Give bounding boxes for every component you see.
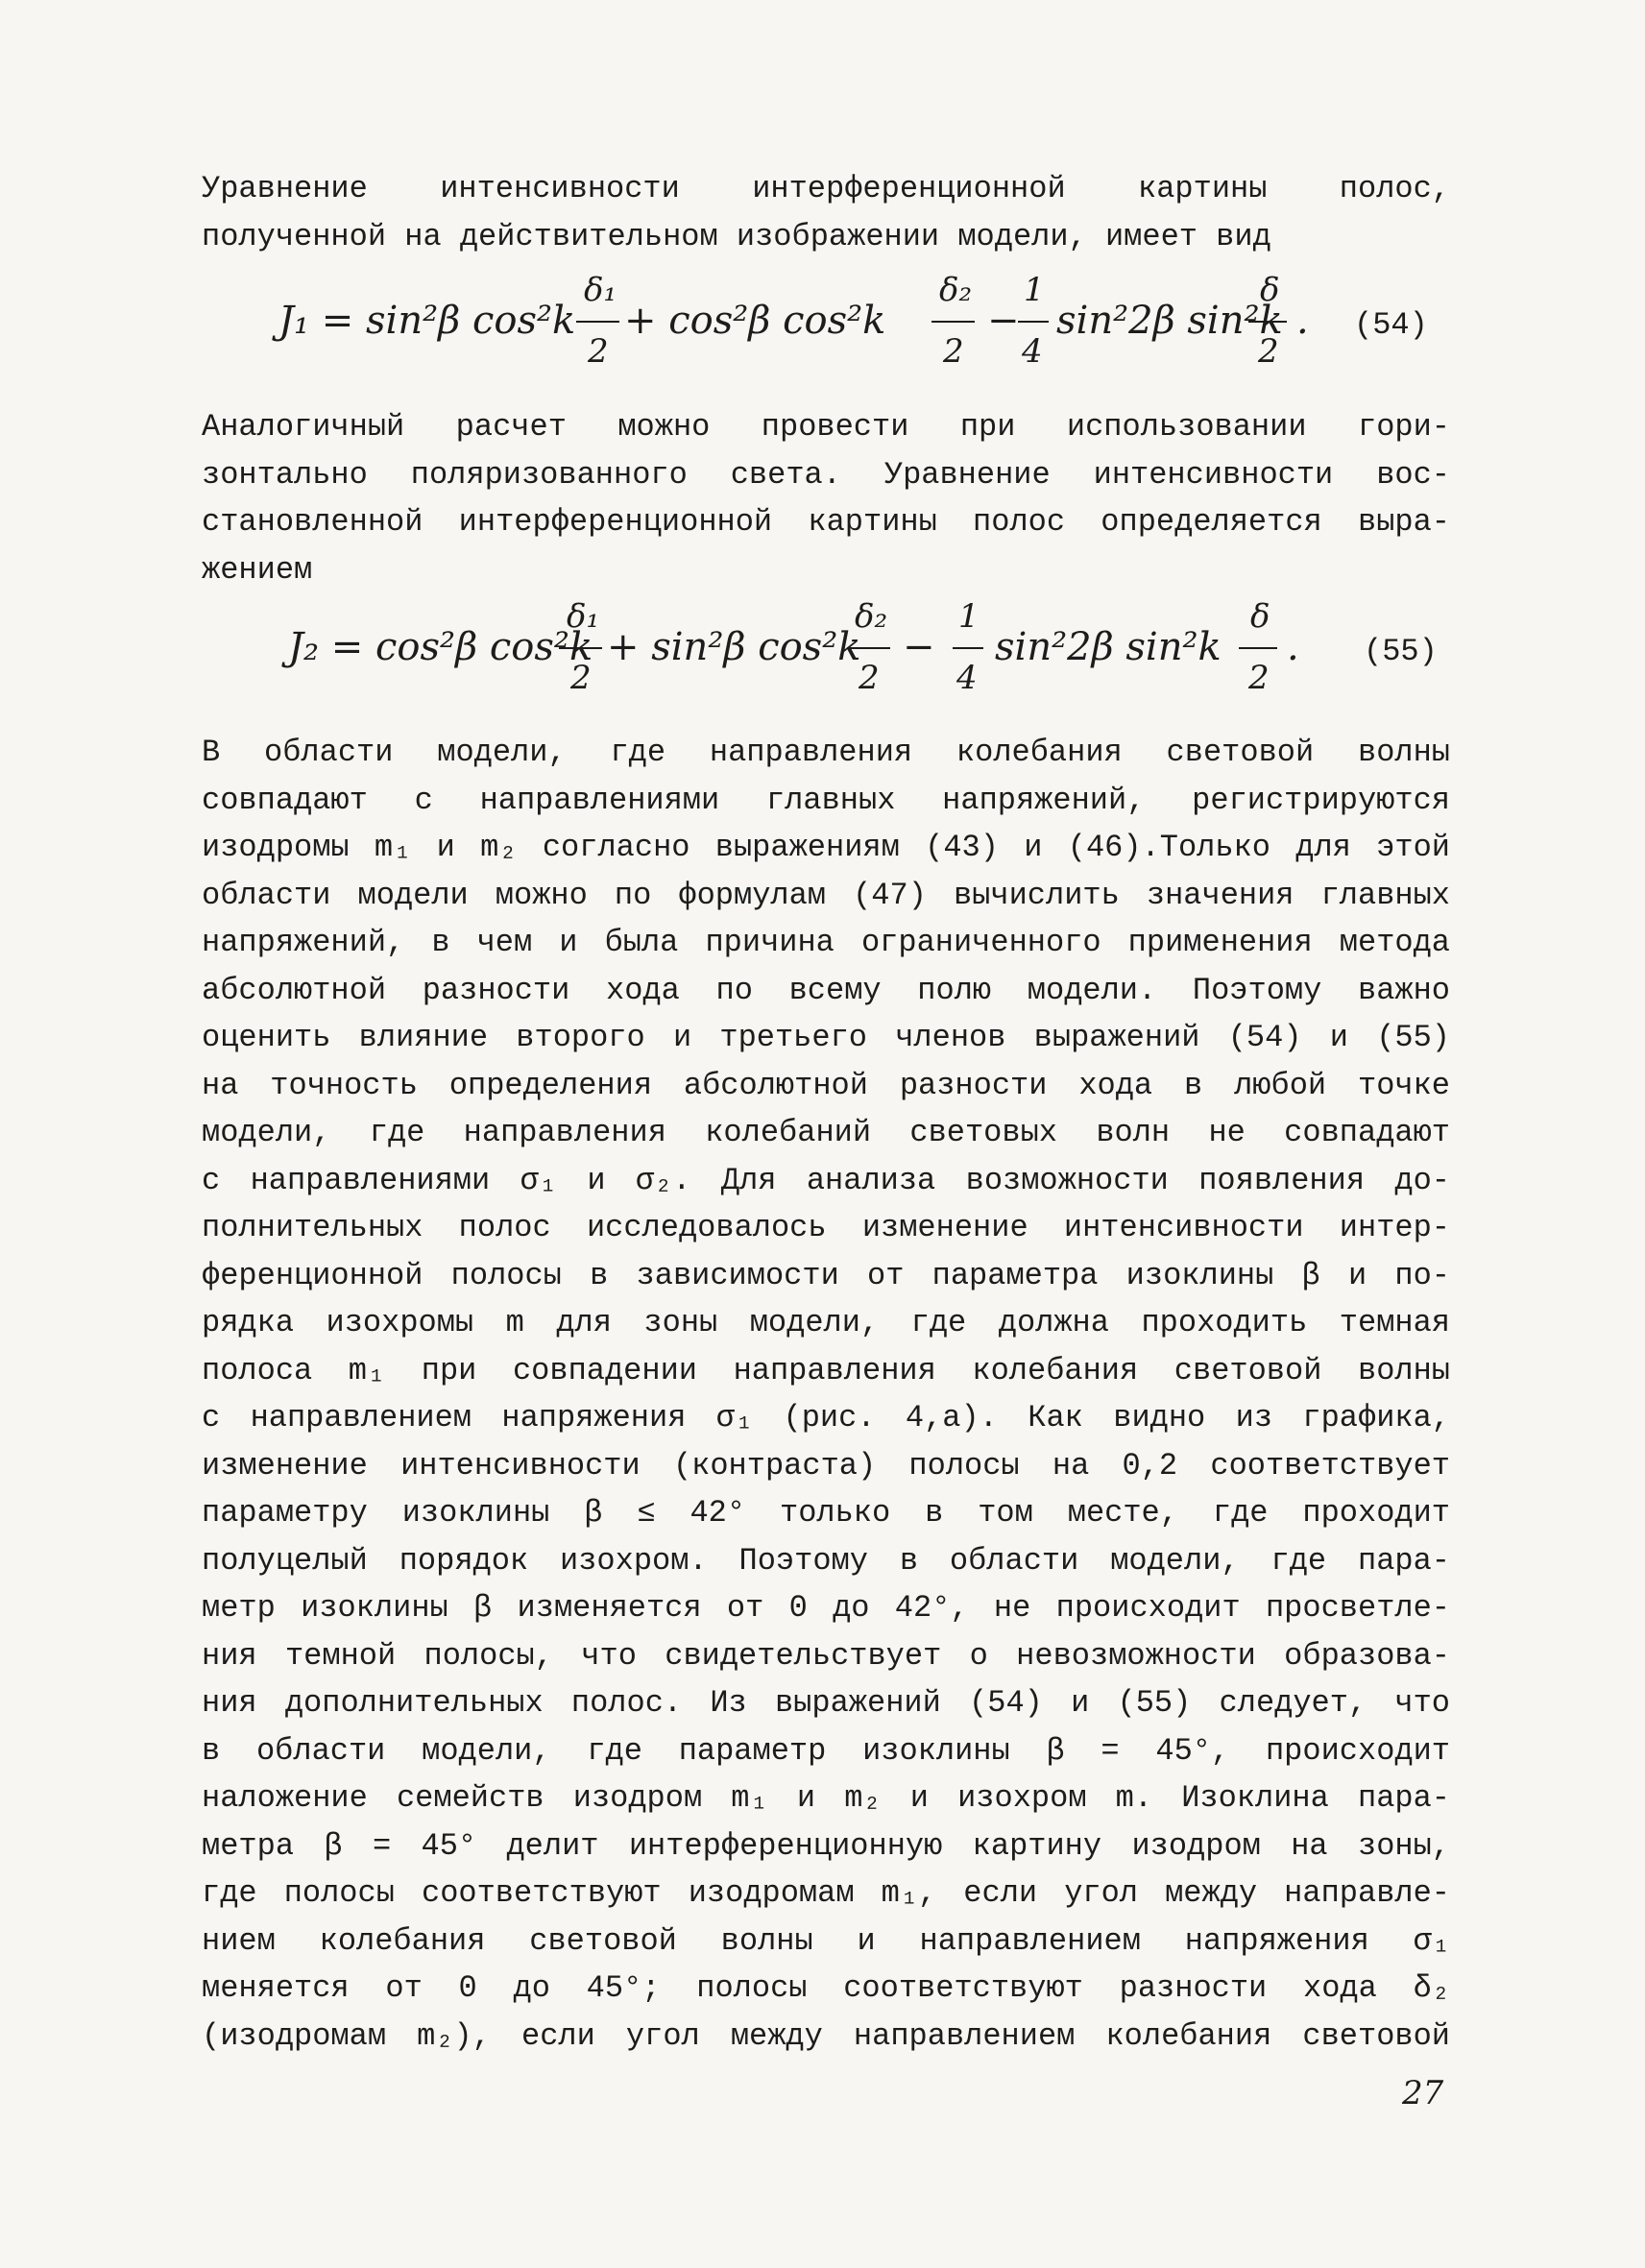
text-line: с направлениями σ₁ и σ₂. Для анализа возможности появления до- <box>202 1162 1450 1198</box>
text-line: с направлением напряжения σ₁ (рис. 4,а). Как видно из графика, <box>202 1400 1450 1436</box>
eq55-t3-num: δ <box>1250 597 1270 636</box>
eq55-t1-num: δ₁ <box>567 597 600 636</box>
text-line: метр изоклины β изменяется от 0 до 42°, не происходит просветле- <box>202 1590 1450 1626</box>
eq54-tail: sin²2β sin²k <box>1056 299 1283 343</box>
text-line: полуцелый порядок изохром. Поэтому в области модели, где пара- <box>202 1542 1450 1579</box>
text-line: ния дополнительных полос. Из выражений (54) и (55) следует, что <box>202 1685 1450 1721</box>
text-line: ференционной полосы в зависимости от параметра изоклины β и по- <box>202 1257 1450 1293</box>
text-line: ния темной полосы, что свидетельствует о невозможности образова- <box>202 1637 1450 1674</box>
text-line: полоса m₁ при совпадении направления колебания световой волны <box>202 1352 1450 1388</box>
text-line: параметру изоклины β ≤ 42° только в том месте, где проходит <box>202 1495 1450 1531</box>
eq55-c-num: 1 <box>958 597 980 636</box>
eq54-c-num: 1 <box>1024 271 1045 309</box>
eq55-t1-den: 2 <box>570 659 592 697</box>
eq55-c-den: 4 <box>956 659 978 697</box>
equation-54 <box>0 264 1645 379</box>
eq54-c-den: 4 <box>1022 332 1043 371</box>
text-line: области модели можно по формулам (47) вычислить значения главных <box>202 877 1450 913</box>
eq55-t2-num: δ₂ <box>855 597 888 636</box>
text-line: совпадают с направлениями главных напряжений, регистрируются <box>202 782 1450 818</box>
equation-number: (54) <box>1354 307 1428 343</box>
eq55-tail: sin²2β sin²k <box>995 625 1222 669</box>
eq55-end: . <box>1287 625 1299 669</box>
text-line: жением <box>202 551 313 588</box>
text-line: изодромы m₁ и m₂ согласно выражениям (43) и (46).Только для этой <box>202 830 1450 865</box>
eq54-mid: + cos²β cos²k <box>624 299 886 343</box>
eq54-minus: − <box>987 299 1020 343</box>
text-line: изменение интенсивности (контраста) полосы на 0,2 соответствует <box>202 1447 1450 1484</box>
text-line: где полосы соответствуют изодромам m₁, если угол между направле- <box>202 1875 1450 1911</box>
eq55-minus: − <box>903 625 935 669</box>
page-number: 27 <box>1402 2074 1444 2112</box>
text-line: полнительных полос исследовалось изменение интенсивности интер- <box>202 1210 1450 1245</box>
eq54-t3-num: δ <box>1260 271 1280 309</box>
text-line: становленной интерференционной картины полос определяется выра- <box>202 504 1450 540</box>
text-line: меняется от 0 до 45°; полосы соответствуют разности хода δ₂ <box>202 1970 1450 2006</box>
text-line: Уравнение интенсивности интерференционной картины полос, <box>202 171 1450 206</box>
eq54-t2-num: δ₂ <box>939 271 973 309</box>
text-line: рядка изохромы m для зоны модели, где должна проходить темная <box>202 1305 1450 1340</box>
eq54-lhs: J₁ = sin²β cos²k <box>278 299 576 343</box>
text-line: зонтально поляризованного света. Уравнение интенсивности вос- <box>202 456 1450 493</box>
eq55-lhs: J₂ = cos²β cos²k <box>288 625 593 669</box>
text-line: на точность определения абсолютной разности хода в любой точке <box>202 1067 1450 1103</box>
eq55-t3-den: 2 <box>1248 659 1270 697</box>
text-line: абсолютной разности хода по всему полю модели. Поэтому важно <box>202 972 1450 1008</box>
eq54-t1-num: δ₁ <box>584 271 617 309</box>
text-line: модели, где направления колебаний световых волн не совпадают <box>202 1115 1450 1150</box>
text-line: наложение семейств изодром m₁ и m₂ и изохром m. Изоклина пара- <box>202 1780 1450 1816</box>
text-line: (изодромам m₂), если угол между направлением колебания световой <box>202 2017 1450 2054</box>
text-line: В области модели, где направления колебания световой волны <box>202 735 1450 770</box>
text-line: напряжений, в чем и была причина ограниченного применения метода <box>202 925 1450 960</box>
equation-55 <box>0 591 1645 706</box>
text-line: оценить влияние второго и третьего членов выражений (54) и (55) <box>202 1020 1450 1055</box>
equation-number: (55) <box>1364 634 1438 669</box>
eq55-mid: + sin²β cos²k <box>607 625 861 669</box>
eq54-t1-den: 2 <box>588 332 609 371</box>
paragraph-horizontal-polarization <box>202 403 1450 593</box>
eq54-t2-den: 2 <box>943 332 964 371</box>
paragraph-intro <box>202 165 1450 260</box>
eq54-t3-den: 2 <box>1258 332 1279 371</box>
text-line: полученной на действительном изображении модели, имеет вид <box>202 218 1271 254</box>
text-line: в области модели, где параметр изоклины β = 45°, происходит <box>202 1732 1450 1769</box>
text-line: Аналогичный расчет можно провести при использовании гори- <box>202 409 1450 445</box>
text-line: метра β = 45° делит интерференционную картину изодром на зоны, <box>202 1827 1450 1864</box>
paragraph-main <box>202 729 1450 2060</box>
text-line: нием колебания световой волны и направлением напряжения σ₁ <box>202 1922 1450 1959</box>
eq54-end: . <box>1296 299 1309 343</box>
eq55-t2-den: 2 <box>859 659 880 697</box>
